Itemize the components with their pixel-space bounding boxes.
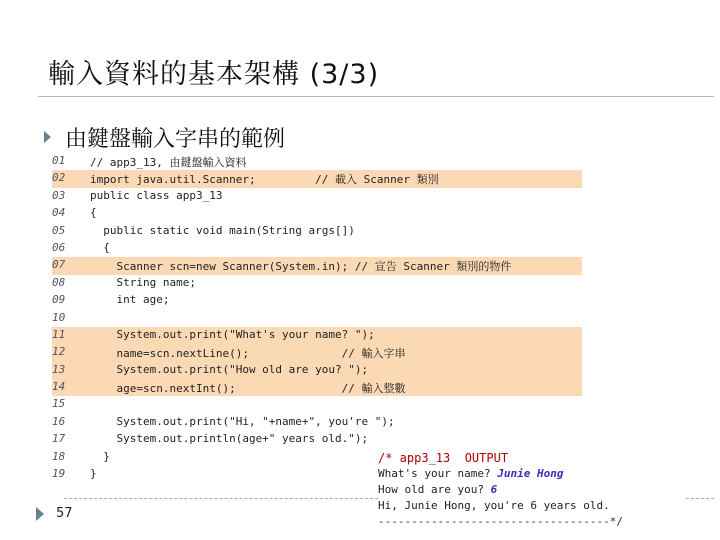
- code-line: [52, 170, 582, 187]
- code-line: [52, 153, 582, 170]
- code-text: System.out.println(age+" years old.");: [90, 432, 369, 446]
- line-number: 18: [52, 449, 66, 463]
- code-line: [52, 205, 582, 222]
- page-marker-icon: [36, 507, 44, 521]
- output-line: Hi, Junie Hong, you're 6 years old.: [378, 499, 610, 512]
- code-line: [52, 379, 582, 396]
- code-text: public static void main(String args[]): [90, 223, 355, 237]
- code-text: import java.util.Scanner; // 載入 Scanner 類別: [90, 173, 439, 187]
- line-number: 13: [52, 362, 66, 376]
- code-line: [52, 362, 582, 379]
- line-number: 04: [52, 206, 66, 220]
- slide-title: 輸入資料的基本架構 (3/3): [48, 59, 380, 90]
- code-text: }: [90, 449, 110, 463]
- code-text: }: [90, 467, 97, 481]
- code-text: age=scn.nextInt(); // 輸入整數: [90, 382, 406, 396]
- output-line: [378, 466, 684, 482]
- output-prompt: How old are you?: [378, 483, 491, 496]
- page-number: 57: [56, 506, 73, 521]
- code-text: String name;: [90, 275, 196, 289]
- code-text: Scanner scn=new Scanner(System.in); // 宣告 Scanner 類別的物件: [90, 260, 512, 274]
- code-line: [52, 188, 582, 205]
- code-line: [52, 310, 582, 327]
- line-number: 08: [52, 275, 66, 289]
- code-line: [52, 327, 582, 344]
- bullet-text: 由鍵盤輸入字串的範例: [65, 126, 286, 152]
- code-text: {: [90, 240, 110, 254]
- triangle-bullet-icon: [44, 131, 51, 143]
- line-number: 03: [52, 188, 66, 202]
- program-output: [378, 450, 684, 530]
- line-number: 02: [52, 171, 66, 185]
- code-text: name=scn.nextLine(); // 輸入字串: [90, 347, 406, 361]
- output-prompt: What's your name?: [378, 467, 498, 480]
- code-text: int age;: [90, 293, 170, 307]
- line-number: 01: [52, 154, 66, 167]
- code-line: [52, 292, 582, 309]
- output-line: [378, 482, 684, 498]
- line-number: 14: [52, 380, 66, 394]
- code-text: System.out.print("How old are you? ");: [90, 362, 369, 376]
- code-line: [52, 240, 582, 257]
- code-text: System.out.print("What's your name? ");: [90, 327, 375, 341]
- line-number: 05: [52, 223, 66, 237]
- line-number: 09: [52, 293, 66, 307]
- code-text: {: [90, 206, 97, 220]
- line-number: 19: [52, 467, 66, 481]
- line-number: 16: [52, 414, 66, 428]
- code-line: [52, 275, 582, 292]
- line-number: 11: [52, 327, 66, 341]
- line-number: 06: [52, 240, 66, 254]
- bullet-item: [44, 120, 285, 154]
- title-divider: [38, 96, 714, 97]
- code-text: public class app3_13: [90, 188, 223, 202]
- code-line: [52, 257, 582, 274]
- line-number: 07: [52, 258, 66, 272]
- code-line: [52, 223, 582, 240]
- line-number: 15: [52, 397, 66, 411]
- line-number: 17: [52, 432, 66, 446]
- line-number: 12: [52, 345, 66, 359]
- output-title: /* app3_13 OUTPUT: [378, 451, 509, 465]
- output-end: -----------------------------------*/: [378, 515, 624, 528]
- user-input: Junie Hong: [497, 467, 564, 480]
- code-line: [52, 344, 582, 361]
- code-line: [52, 396, 582, 413]
- user-input: 6: [490, 483, 498, 496]
- code-text: System.out.print("Hi, "+name+", you're ");: [90, 414, 395, 428]
- code-line: [52, 414, 582, 431]
- code-listing: [52, 153, 582, 483]
- code-line: [52, 431, 582, 448]
- code-text: // app3_13, 由鍵盤輸入資料: [90, 156, 247, 169]
- line-number: 10: [52, 310, 66, 324]
